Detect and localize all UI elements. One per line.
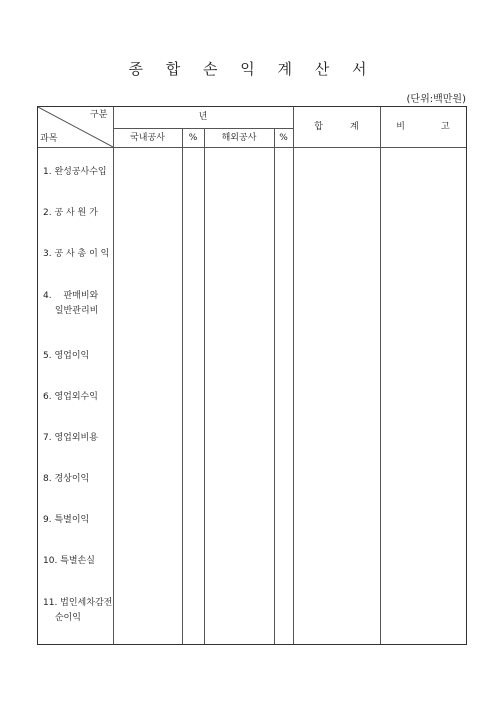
row-label — [43, 554, 95, 569]
row-label-line: 1. 완성공사수입 — [43, 167, 107, 177]
remarks-header: 비 고 — [396, 122, 450, 132]
domestic-header: 국내공사 — [130, 133, 165, 143]
col-line-total — [380, 107, 381, 644]
corner-top-label: 구분 — [90, 110, 108, 120]
row-label — [43, 206, 98, 221]
total-header: 합 계 — [314, 122, 359, 132]
col-line-domestic — [182, 128, 183, 644]
row-label-line: 11. 법인세차감전 — [43, 598, 113, 608]
income-statement-table — [37, 106, 467, 645]
row-label-line: 10. 특별손실 — [43, 556, 95, 566]
header-divider — [113, 128, 293, 129]
row-label-line: 일반관리비 — [43, 306, 99, 317]
row-label — [43, 513, 89, 528]
row-label — [43, 472, 89, 487]
row-label — [43, 165, 107, 180]
row-label — [43, 247, 109, 262]
row-label-line: 8. 경상이익 — [43, 474, 90, 484]
row-label-line: 2. 공 사 원 가 — [43, 208, 98, 218]
year-header: 년 — [198, 112, 208, 122]
col-line-year-end — [293, 107, 294, 644]
overseas-header: 해외공사 — [221, 133, 257, 143]
unit-label: (단위:백만원) — [406, 94, 466, 105]
header-bottom-line — [38, 147, 466, 148]
row-label-line: 순이익 — [43, 613, 81, 624]
domestic-pct-header: % — [188, 133, 198, 143]
col-line-overseas — [274, 128, 275, 644]
row-label-line: 4. 판매비와 — [43, 291, 99, 301]
col-line-domestic-pct — [204, 128, 205, 644]
row-label — [43, 390, 98, 405]
row-label-line: 9. 특별이익 — [43, 515, 90, 525]
row-label — [43, 289, 98, 320]
document-title: 종 합 손 익 계 산 서 — [128, 60, 376, 78]
row-label — [43, 349, 89, 364]
row-label-line: 6. 영업외수익 — [43, 392, 98, 402]
row-label — [43, 431, 98, 446]
row-label-line: 5. 영업이익 — [43, 351, 90, 361]
row-label-line: 7. 영업외비용 — [43, 433, 98, 443]
row-label — [43, 596, 112, 627]
overseas-pct-header: % — [279, 133, 288, 143]
col-line-subject — [113, 107, 114, 644]
row-label-line: 3. 공 사 총 이 익 — [43, 249, 110, 259]
corner-bottom-label: 과목 — [40, 134, 58, 144]
